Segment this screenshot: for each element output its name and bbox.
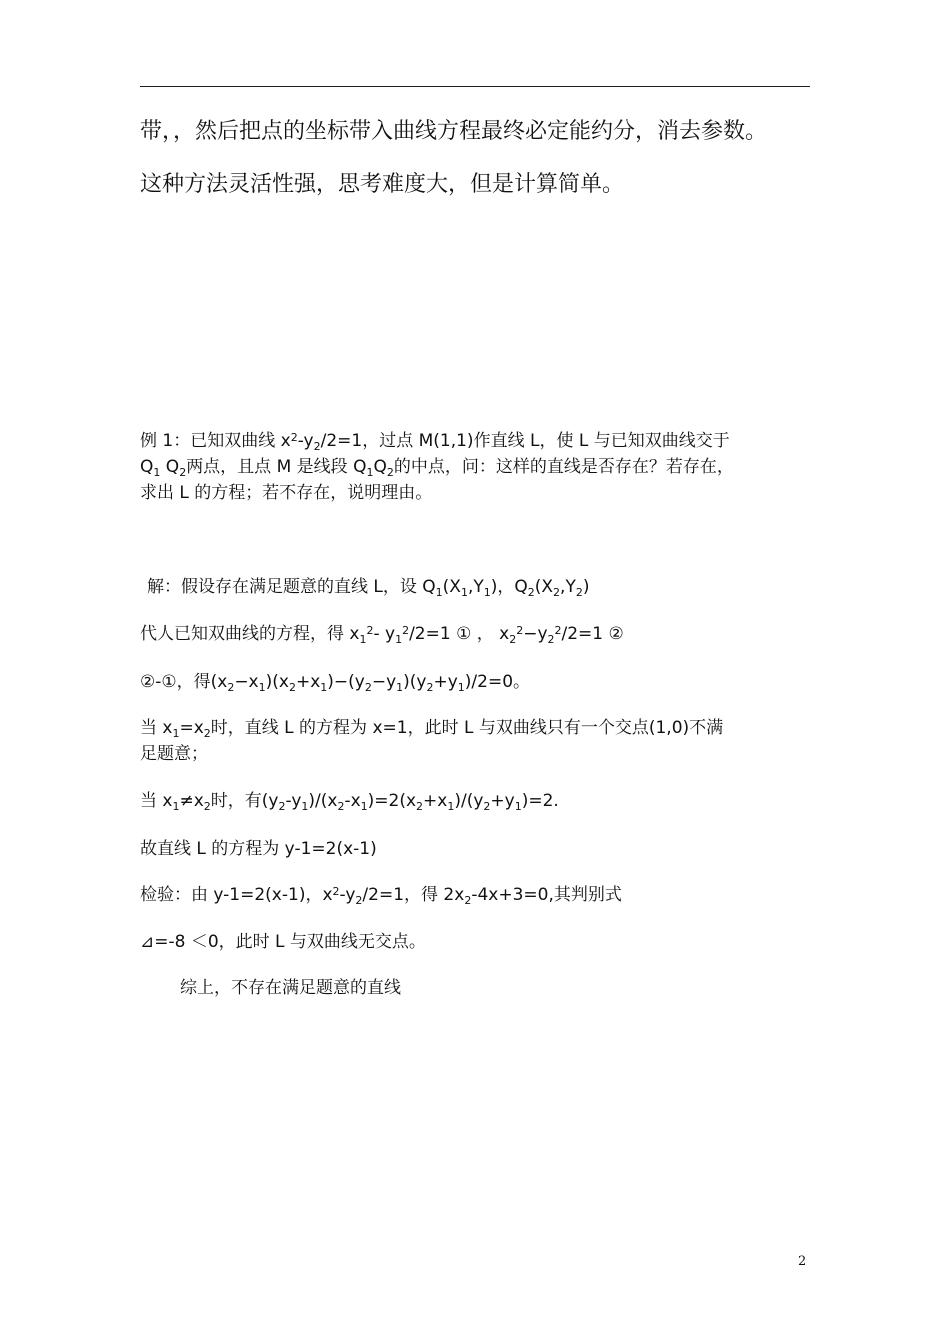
solution-line-5: 当 $x_1\ne x_2$时，有$(y_2-y_1)/(x_2-x_1)=2(x_2+x_1)/(y_2+y_1)=2$. xyxy=(140,791,559,813)
example-line-3: 求出 L 的方程；若不存在，说明理由。 xyxy=(140,483,433,503)
solution-line-1: 解：假设存在满足题意的直线 L，设 $Q_1(X_1,Y_1)$，$Q_2(X_2,Y_2)$ xyxy=(147,577,590,599)
solution-line-2: 代人已知双曲线的方程，得 $x_1^2-$ $y_1^2/2=1$ ① ， $x_2^2-y_2^2/2=1$ ② xyxy=(140,624,624,646)
example-line-1: 例 1：已知双曲线 $x^2-y_2/2=1$，过点 M(1,1)作直线 L，使 L 与已知双曲线交于 xyxy=(140,431,730,453)
page-number: 2 xyxy=(798,1254,807,1269)
solution-line-8: ⊿=-8 ＜0，此时 L 与双曲线无交点。 xyxy=(140,932,426,952)
example-line-2: $Q_1$ $Q_2$两点，且点 M 是线段 $Q_1Q_2$的中点，问：这样的直线是否存在？若存在， xyxy=(140,457,734,479)
solution-line-7: 检验：由 y-1=2(x-1)，$x^2-y_2/2=1$，得 $2x_2-4x+3=0$,其判别式 xyxy=(140,885,622,907)
header-rule xyxy=(140,86,810,87)
solution-line-4: 当 $x_1=x_2$时，直线 L 的方程为 x=1，此时 L 与双曲线只有一个交点(1,0)不满 xyxy=(140,718,724,740)
solution-line-4-cont: 足题意； xyxy=(140,744,208,764)
intro-line-1: 带，，然后把点的坐标带入曲线方程最终必定能约分，消去参数。 xyxy=(140,119,768,144)
intro-line-2: 这种方法灵活性强，思考难度大，但是计算简单。 xyxy=(140,172,625,197)
solution-line-6: 故直线 L 的方程为 y-1=2(x-1) xyxy=(140,839,377,859)
solution-line-3: ②-①，得$(x_2-x_1)(x_2+x_1)-(y_2-y_1)(y_2+y_1)/2=0$。 xyxy=(140,672,531,694)
solution-conclusion: 综上，不存在满足题意的直线 xyxy=(180,978,401,998)
